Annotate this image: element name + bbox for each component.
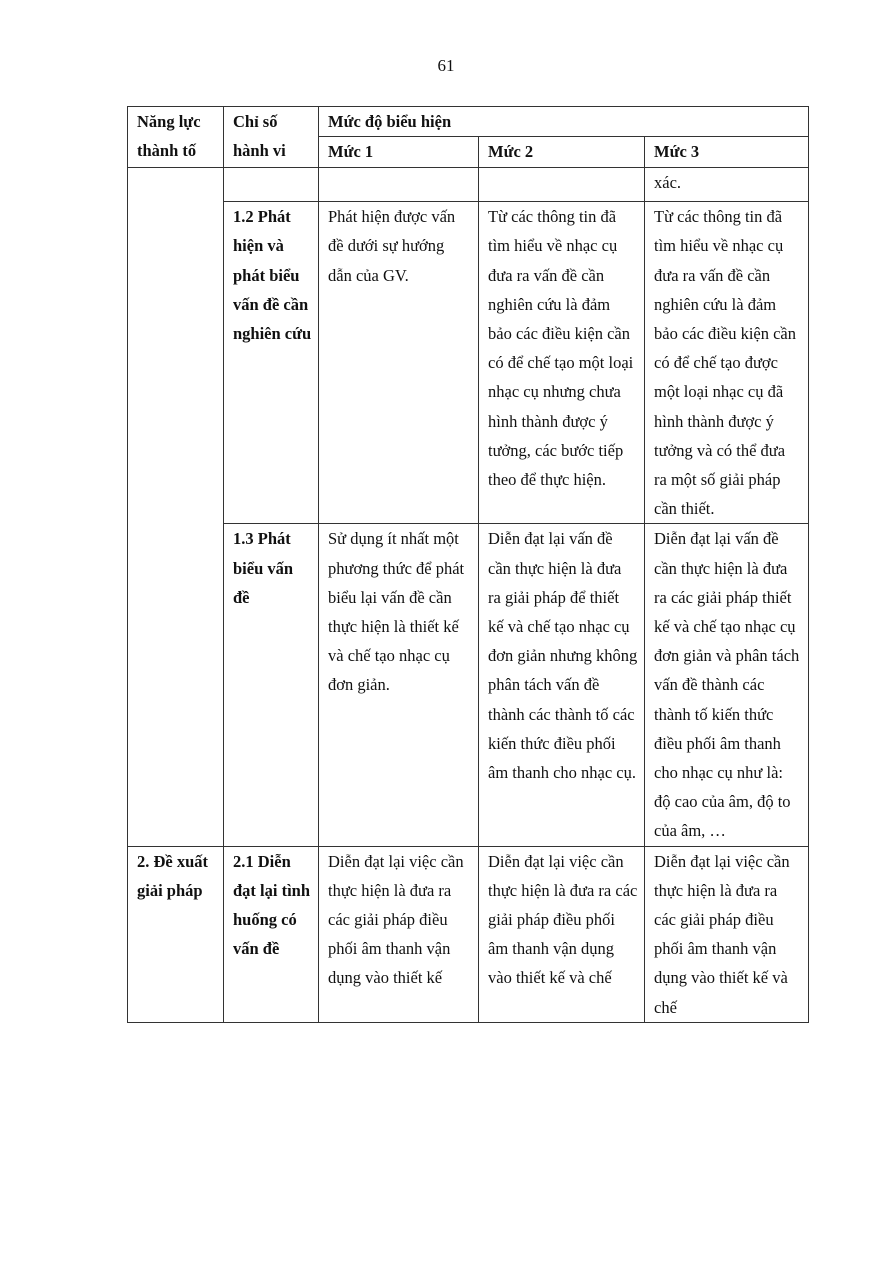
cell-indicator: 1.2 Phát hiện và phát biểu vấn đề cần nghiên cứu — [224, 202, 319, 524]
cell-level-3: Diễn đạt lại vấn đề cần thực hiện là đưa ra các giải pháp thiết kế và chế tạo nhạc cụ đơn giản và phân tách vấn đề thành các thành tố kiến thức điều phối âm thanh cho nhạc cụ như là: độ cao của âm, độ to của âm, … — [645, 524, 809, 846]
cell-level-1: Phát hiện được vấn đề dưới sự hướng dẫn của GV. — [319, 202, 479, 524]
table-row — [128, 168, 809, 202]
header-indicator-label: Chỉ số hành vi — [233, 112, 286, 161]
cell-level-2: Diễn đạt lại việc cần thực hiện là đưa ra các giải pháp điều phối âm thanh vận dụng vào thiết kế và chế — [479, 846, 645, 1022]
header-level-2: Mức 2 — [479, 137, 645, 168]
header-competency-label: Năng lực thành tố — [137, 112, 201, 161]
cell-level-2: Từ các thông tin đã tìm hiểu về nhạc cụ đưa ra vấn đề cần nghiên cứu là đảm bảo các điều kiện cần có để chế tạo một loại nhạc cụ nhưng chưa hình thành được ý tưởng, các bước tiếp theo để thực hiện. — [479, 202, 645, 524]
table-header-row — [128, 107, 809, 137]
cell-competency — [128, 168, 224, 846]
header-indicator — [224, 107, 319, 168]
competency-rubric-table — [127, 106, 809, 1023]
cell-indicator — [224, 168, 319, 202]
cell-level-3: Diễn đạt lại việc cần thực hiện là đưa ra các giải pháp điều phối âm thanh vận dụng vào thiết kế và chế — [645, 846, 809, 1022]
table-row — [128, 524, 809, 846]
cell-level-1 — [319, 168, 479, 202]
cell-level-1: Diễn đạt lại việc cần thực hiện là đưa ra các giải pháp điều phối âm thanh vận dụng vào thiết kế — [319, 846, 479, 1022]
table-row — [128, 846, 809, 1022]
cell-level-3: xác. — [645, 168, 809, 202]
cell-indicator: 1.3 Phát biểu vấn đề — [224, 524, 319, 846]
header-competency — [128, 107, 224, 168]
cell-level-2: Diễn đạt lại vấn đề cần thực hiện là đưa ra giải pháp để thiết kế và chế tạo nhạc cụ đơn giản nhưng không phân tách vấn đề thành các thành tố các kiến thức điều phối âm thanh cho nhạc cụ. — [479, 524, 645, 846]
cell-level-1: Sử dụng ít nhất một phương thức để phát biểu lại vấn đề cần thực hiện là thiết kế và chế tạo nhạc cụ đơn giản. — [319, 524, 479, 846]
cell-level-3: Từ các thông tin đã tìm hiểu về nhạc cụ đưa ra vấn đề cần nghiên cứu là đảm bảo các điều kiện cần có để chế tạo được một loại nhạc cụ đã hình thành được ý tưởng và có thể đưa ra một số giải pháp cần thiết. — [645, 202, 809, 524]
cell-competency: 2. Đề xuất giải pháp — [128, 846, 224, 1022]
header-level-1: Mức 1 — [319, 137, 479, 168]
header-level-3: Mức 3 — [645, 137, 809, 168]
page-number: 61 — [437, 56, 455, 75]
header-level-group: Mức độ biểu hiện — [319, 107, 809, 137]
cell-indicator: 2.1 Diễn đạt lại tình huống có vấn đề — [224, 846, 319, 1022]
table-row — [128, 202, 809, 524]
cell-level-2 — [479, 168, 645, 202]
